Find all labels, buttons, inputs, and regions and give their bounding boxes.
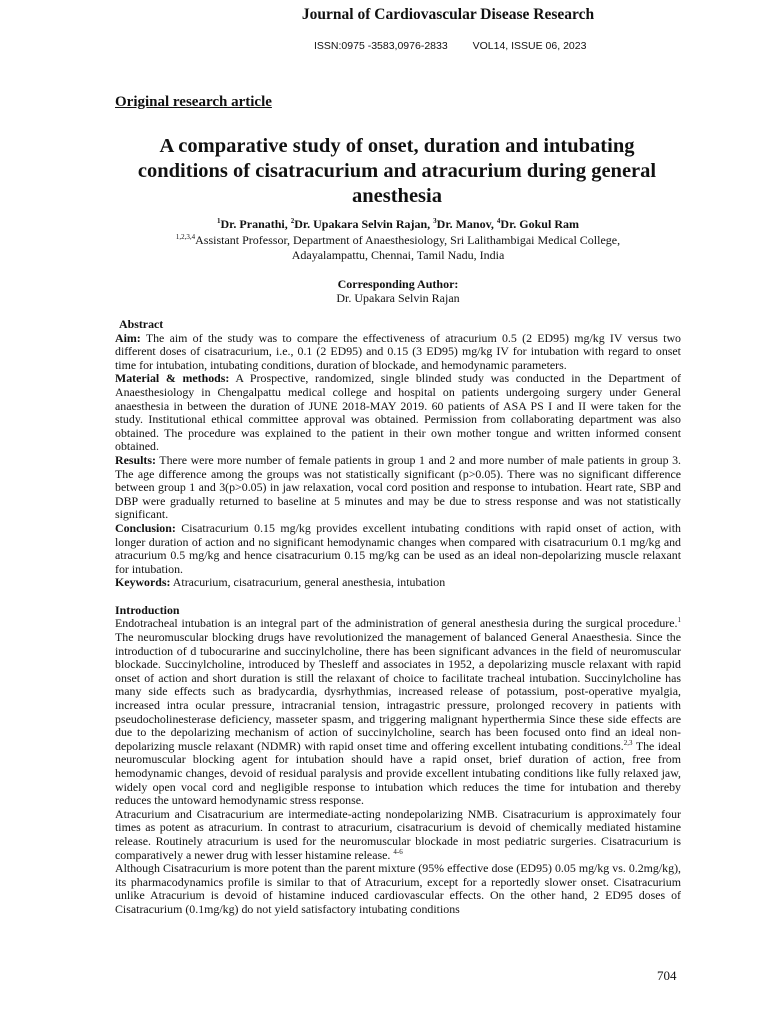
intro-p2-text: Atracurium and Cisatracurium are intermediate-acting nondepolarizing NMB. Cisatracurium is approximately four times as potent as atracurium. In contrast to atracurium, cisatracurium is devoid of chemically mediated histamine release. Routinely atracurium is used for the neuromuscular blockade in most pediatric surgeries. Cisatracurium is comparatively a newer drug with lesser histamine release.	[115, 806, 681, 862]
citation-sup: 1	[677, 616, 681, 625]
abstract-conclusion	[115, 522, 681, 576]
author-name: Dr. Manov,	[436, 217, 497, 231]
citation-sup: 4-6	[393, 847, 403, 856]
article-type: Original research article	[115, 94, 272, 110]
author-sup: 4	[496, 217, 501, 225]
abstract-keywords	[115, 576, 681, 590]
intro-paragraph-3: Although Cisatracurium is more potent than the parent mixture (95% effective dose (ED95) 0.05 mg/kg vs. 0.2mg/kg), its pharmacodynamics profile is similar to that of Atracurium, except for a reportedly slower onset. Cisatracurium unlike Atracurium is devoid of histamine induced cardiovascular effects. On the other hand, 2 ED95 doses of Cisatracurium (0.1mg/kg) do not yield satisfactory intubating conditions	[115, 861, 681, 916]
page-number: 704	[657, 968, 677, 983]
introduction-heading: Introduction	[115, 602, 180, 617]
affiliation-sup: 1,2,3,4	[175, 233, 196, 241]
author-sup: 3	[433, 217, 437, 225]
corresponding-label: Corresponding Author:	[337, 277, 459, 291]
corresponding-name: Dr. Upakara Selvin Rajan	[336, 291, 460, 305]
author-list	[115, 217, 681, 232]
methods-label: Material & methods:	[115, 371, 230, 386]
conclusion-text: Cisatracurium 0.15 mg/kg provides excellent intubating conditions with rapid onset of action, with longer duration of action and no significant hemodynamic changes when compared with cisatracurium 0.1 mg/kg and atracurium 0.5 mg/kg and hence cisatracurium 0.15 mg/kg can be used as an ideal non-depolarizing muscle relaxant for intubation.	[115, 520, 681, 576]
conclusion-label: Conclusion:	[115, 520, 176, 535]
intro-p1-text-b: The neuromuscular blocking drugs have revolutionized the management of balanced General Anaesthesia. Since the introduction of d tubocurarine and succinylcholine, there has been significant advances in the field of neuromuscular blockade. Succinylcholine, introduced by Thesleff and associates in 1952, a depolarizing muscle relaxant with rapid onset of action and short duration is still the relaxant of choice to facilitate tracheal intubation. Succinylcholine has many side effects such as bradycardia, dysrhythmias, increased release of potassium, post-operative myalgia, increased intra ocular pressure, intracranial tension, intragastric pressure, prolonged recovery in patients with pseudocholinesterase deficiency, masseter spasm, and triggering malignant hyperthermia Since these side effects are due to the depolarizing mechanism of action of succinylcholine, search has been focused onto find an ideal non-depolarizing muscle relaxant (NDMR) with rapid onset time and offering excellent intubating conditions.	[115, 630, 681, 753]
intro-p1-text-a: Endotracheal intubation is an integral part of the administration of general anesthesia during the surgical procedure.	[115, 616, 678, 631]
corresponding-author	[115, 277, 681, 305]
abstract-heading: Abstract	[119, 317, 164, 331]
keywords-label: Keywords:	[115, 575, 171, 590]
journal-name: Journal of Cardiovascular Disease Research	[301, 6, 595, 23]
results-label: Results:	[115, 452, 156, 467]
author-name: Dr. Gokul Ram	[500, 217, 579, 231]
issn: ISSN:0975 -3583,0976-2833	[314, 40, 448, 52]
author-name: Dr. Pranathi,	[220, 217, 291, 231]
keywords-text: Atracurium, cisatracurium, general anesthesia, intubation	[170, 575, 446, 590]
intro-paragraph-1	[115, 617, 681, 807]
methods-text: A Prospective, randomized, single blinded study was conducted in the Department of Anaesthesiology in Chengalpattu medical college and hospital on patients undergoing surgery under General anaesthesia in between the duration of JUNE 2018-MAY 2019. 60 patients of ASA PS I and II were taken for the study. Institutional ethical committee approval was obtained. Permission from collaborating department was also obtained. The procedure was explained to the patient in their own mother tongue and written informed consent obtained.	[115, 371, 681, 454]
volume-issue: VOL14, ISSUE 06, 2023	[472, 40, 587, 52]
abstract-results	[115, 454, 681, 522]
intro-paragraph-2	[115, 808, 681, 862]
article-body	[115, 318, 681, 917]
article-title: A comparative study of onset, duration and intubating conditions of cisatracurium and atracurium during general anesthesia	[137, 135, 657, 207]
abstract-aim	[115, 332, 681, 373]
intro-p1-text-c: The ideal neuromuscular blocking agent for intubation should have a rapid onset, brief duration of action, free from hemodynamic changes, devoid of residual paralysis and provide excellent intubating conditions like fully relaxed jaw, widely open vocal cord and negligible response to intubation which reduces the time for intubation and thereby reduces the untoward hemodynamic stress response.	[115, 738, 681, 808]
affiliation	[115, 233, 681, 263]
author-sup: 1	[217, 217, 221, 225]
affiliation-line-1: Assistant Professor, Department of Anaesthesiology, Sri Lalithambigai Medical College,	[195, 233, 621, 247]
abstract-methods	[115, 372, 681, 454]
issn-line	[314, 40, 586, 52]
author-name: Dr. Upakara Selvin Rajan,	[294, 217, 434, 231]
author-sup: 2	[290, 217, 295, 225]
results-text: There were more number of female patients in group 1 and 2 and more number of male patients in group 3. The age difference among the groups was not statistically significant (p>0.05). There was no significant difference between group 1 and 3(p>0.05) in jaw relaxation, vocal cord position and response to intubation. Heart rate, SBP and DBP were gradually returned to baseline at 5 minutes and may be due to stress response and was not statistically significant.	[115, 452, 681, 522]
citation-sup: 2,3	[623, 738, 633, 747]
aim-label: Aim:	[115, 330, 141, 345]
affiliation-line-2: Adayalampattu, Chennai, Tamil Nadu, India	[291, 248, 505, 262]
aim-text: The aim of the study was to compare the effectiveness of atracurium 0.5 (2 ED95) mg/kg IV versus two different doses of cisatracurium, i.e., 0.1 (2 ED95) and 0.15 (3 ED95) mg/kg IV for intubation with regard to onset time for intubation, intubating conditions, duration of blockade, and hemodynamic parameters.	[115, 330, 681, 372]
